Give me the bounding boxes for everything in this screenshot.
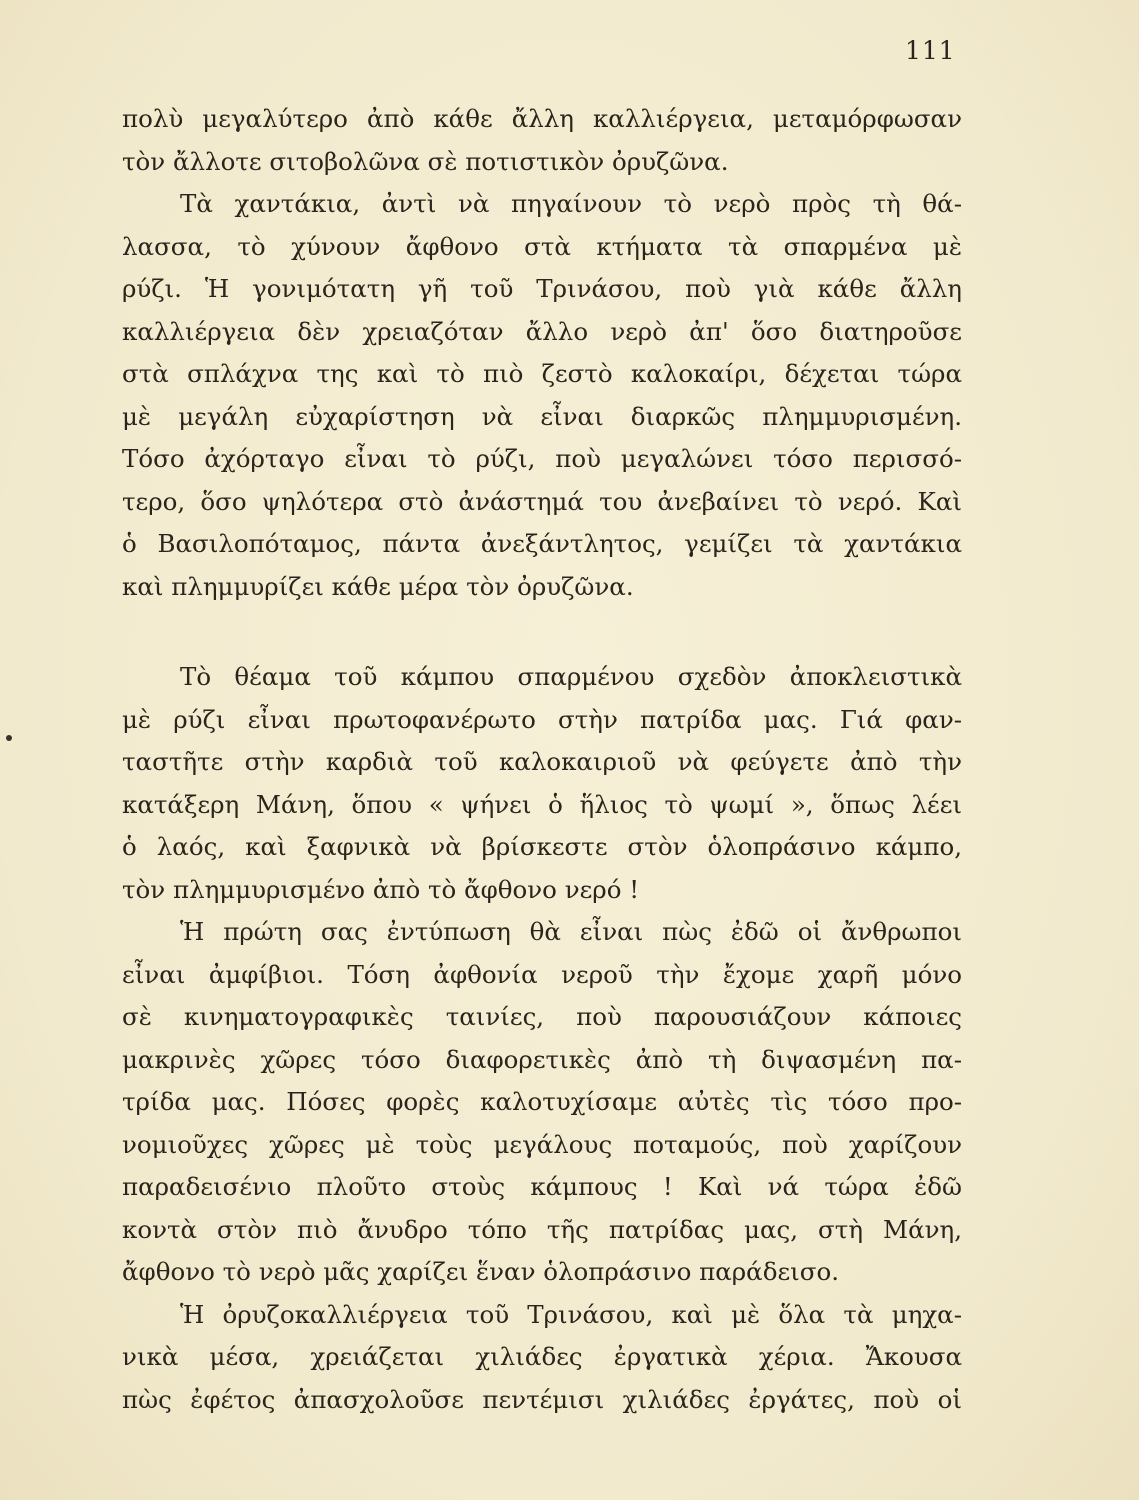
text-line: καὶ πλημμυρίζει κάθε μέρα τὸν ὀρυζῶνα. [122,571,634,601]
text-line: τρίδα μας. Πόσες φορὲς καλοτυχίσαμε αὐτὲς τὶς τόσο προ- [122,1087,962,1116]
text-line: τερο, ὅσο ψηλότερα στὸ ἀνάστημά του ἀνεβαίνει τὸ νερό. Καὶ [122,486,962,516]
text-line: ταστῆτε στὴν καρδιὰ τοῦ καλοκαιριοῦ νὰ φεύγετε ἀπὸ τὴν [122,747,962,776]
text-line: παραδεισένιο πλοῦτο στοὺς κάμπους ! Καὶ νά τώρα ἐδῶ [122,1172,962,1201]
text-line: Ἡ πρώτη σας ἐντύπωση θὰ εἶναι πὼς ἐδῶ οἱ ἄνθρωποι [180,917,962,946]
text-line: λασσα, τὸ χύνουν ἄφθονο στὰ κτήματα τὰ σπαρμένα μὲ [122,231,962,261]
text-line: ἄφθονο τὸ νερὸ μᾶς χαρίζει ἕναν ὁλοπράσινο παράδεισο. [122,1257,840,1286]
ink-speck [6,735,12,741]
text-line: εἶναι ἀμφίβιοι. Τόση ἀφθονία νεροῦ τὴν ἔχομε χαρῆ μόνο [122,959,962,989]
text-line: πολὺ μεγαλύτερο ἀπὸ κάθε ἄλλη καλλιέργεια, μεταμόρφωσαν [122,104,962,133]
paragraph [122,656,962,911]
text-line: κοντὰ στὸν πιὸ ἄνυδρο τόπο τῆς πατρίδας μας, στὴ Μάνη, [122,1214,962,1244]
text-line: μακρινὲς χῶρες τόσο διαφορετικὲς ἀπὸ τὴ διψασμένη πα- [122,1044,962,1074]
text-line: καλλιέργεια δὲν χρειαζόταν ἄλλο νερὸ ἀπ' ὅσο διατηροῦσε [122,316,962,346]
text-line: στὰ σπλάχνα της καὶ τὸ πιὸ ζεστὸ καλοκαίρι, δέχεται τώρα [122,359,962,388]
text-line: σὲ κινηματογραφικὲς ταινίες, ποὺ παρουσιάζουν κάποιες [122,1002,962,1031]
text-line: νομιοῦχες χῶρες μὲ τοὺς μεγάλους ποταμούς, ποὺ χαρίζουν [122,1129,962,1159]
paragraph-gap [122,608,962,656]
body-text [122,98,962,1421]
text-line: Ἡ ὀρυζοκαλλιέργεια τοῦ Τρινάσου, καὶ μὲ ὅλα τὰ μηχα- [180,1299,962,1329]
paragraph [122,911,962,1294]
text-line: μὲ μεγάλη εὐχαρίστηση νὰ εἶναι διαρκῶς πλημμυρισμένη. [122,401,962,431]
text-line: μὲ ρύζι εἶναι πρωτοφανέρωτο στὴν πατρίδα μας. Γιά φαν- [122,704,962,734]
page-number: 111 [905,36,956,65]
text-line: ὁ λαός, καὶ ξαφνικὰ νὰ βρίσκεστε στὸν ὁλοπράσινο κάμπο, [122,832,962,861]
text-line: τὸν πλημμυρισμένο ἀπὸ τὸ ἄφθονο νερό ! [122,874,640,904]
text-line: Τὰ χαντάκια, ἀντὶ νὰ πηγαίνουν τὸ νερὸ πρὸς τὴ θά- [180,189,962,218]
paragraph [122,183,962,608]
text-line: ρύζι. Ἡ γονιμότατη γῆ τοῦ Τρινάσου, ποὺ γιὰ κάθε ἄλλη [122,274,962,303]
text-line: τὸν ἄλλοτε σιτοβολῶνα σὲ ποτιστικὸν ὀρυζῶνα. [122,146,729,176]
text-line: Τὸ θέαμα τοῦ κάμπου σπαρμένου σχεδὸν ἀποκλειστικὰ [180,662,962,691]
text-line: Τόσο ἀχόρταγο εἶναι τὸ ρύζι, ποὺ μεγαλώνει τόσο περισσό- [122,444,962,473]
text-line: νικὰ μέσα, χρειάζεται χιλιάδες ἐργατικὰ χέρια. Ἄκουσα [122,1342,962,1371]
text-line: κατάξερη Μάνη, ὅπου « ψήνει ὁ ἥλιος τὸ ψωμί », ὅπως λέει [122,789,962,819]
text-line: πὼς ἐφέτος ἀπασχολοῦσε πεντέμισι χιλιάδες ἐργάτες, ποὺ οἱ [122,1384,962,1414]
text-line: ὁ Βασιλοπόταμος, πάντα ἀνεξάντλητος, γεμίζει τὰ χαντάκια [122,529,962,558]
paragraph [122,98,962,183]
paragraph [122,1294,962,1422]
